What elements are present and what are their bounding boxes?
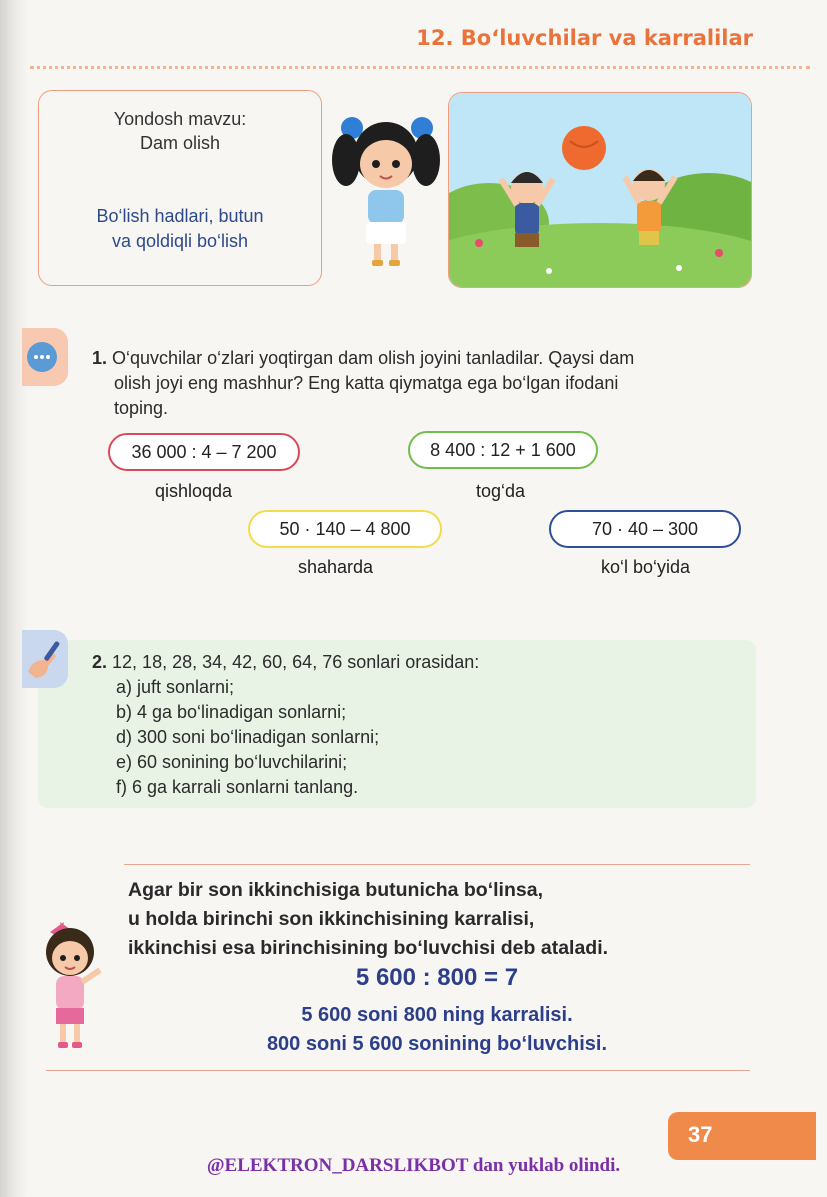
book-spine-shadow [0,0,28,1197]
rule-line: Agar bir son ikkinchisiga butunicha bo‘linsa, [128,879,543,901]
rule-divider-top [124,864,750,865]
girl-pointing-illustration [30,912,112,1052]
exercise-2-item: d) 300 soni bo‘linadigan sonlarni; [116,727,380,747]
place-label: ko‘l bo‘yida [601,557,691,577]
children-playing-image [449,93,752,288]
lesson-subject-line2: va qoldiqli bo‘lish [111,231,249,251]
exercise-2 [92,650,732,800]
exercise-2-item: f) 6 ga karrali sonlarni tanlang. [116,777,359,797]
expression-text: 70 · 40 – 300 [591,518,699,539]
rule-line: ikkinchisi esa birinchisining bo‘luvchisi deb ataladi. [128,937,609,959]
expression-text: 8 400 : 12 + 1 600 [430,439,576,460]
exercise-1-number: 1. [92,348,108,368]
exercise-2-item: b) 4 ga bo‘linadigan sonlarni; [116,702,347,722]
lesson-subject-line1: Bo‘lish hadlari, butun [96,206,264,226]
related-topic-name: Dam olish [139,133,221,153]
expression-option[interactable] [248,510,442,548]
rule-divider-bottom [46,1070,750,1071]
chapter-title: 12. Bo‘luvchilar va karralilar [416,26,753,50]
place-label: tog‘da [476,481,526,501]
exercise-1 [92,346,742,421]
exercise-2-item: a) juft sonlarni; [116,677,235,697]
expression-option[interactable] [108,433,300,471]
rule-conclusion: 5 600 soni 800 ning karralisi. [301,1004,573,1026]
exercise-1-text: olish joyi eng mashhur? Eng katta qiymatga ega bo‘lgan ifodani [114,373,619,393]
related-topic-label: Yondosh mavzu: [113,109,247,129]
playground-illustration [448,92,752,288]
exercise-2-intro: 12, 18, 28, 34, 42, 60, 64, 76 sonlari orasidan: [112,652,480,672]
related-topic [39,107,321,155]
download-credit: @ELEKTRON_DARSLIKBOT dan yuklab olindi. [206,1155,621,1176]
girl-illustration [330,108,442,268]
exercise-1-text: toping. [114,398,169,418]
rule-example: 5 600 : 800 = 7 [355,964,519,991]
writing-hand-icon [22,630,68,688]
rule-conclusion: 800 soni 5 600 sonining bo‘luvchisi. [266,1033,608,1055]
place-label: qishloqda [155,481,233,501]
definition-rule [128,876,608,963]
header-divider [30,66,810,69]
lesson-subject [39,204,321,254]
expression-option[interactable] [549,510,741,548]
place-label: shaharda [298,557,374,577]
expression-text: 50 · 140 – 4 800 [279,518,411,539]
expression-text: 36 000 : 4 – 7 200 [131,441,277,462]
exercise-2-number: 2. [92,652,108,672]
rule-line: u holda birinchi son ikkinchisining karralisi, [128,908,535,930]
exercise-2-item: e) 60 sonining bo‘luvchilarini; [116,752,348,772]
exercise-1-text: O‘quvchilar o‘zlari yoqtirgan dam olish joyini tanladilar. Qaysi dam [112,348,635,368]
topic-box [38,90,322,286]
page-number: 37 [668,1112,816,1160]
discussion-icon [22,328,68,386]
expression-option[interactable] [408,431,598,469]
